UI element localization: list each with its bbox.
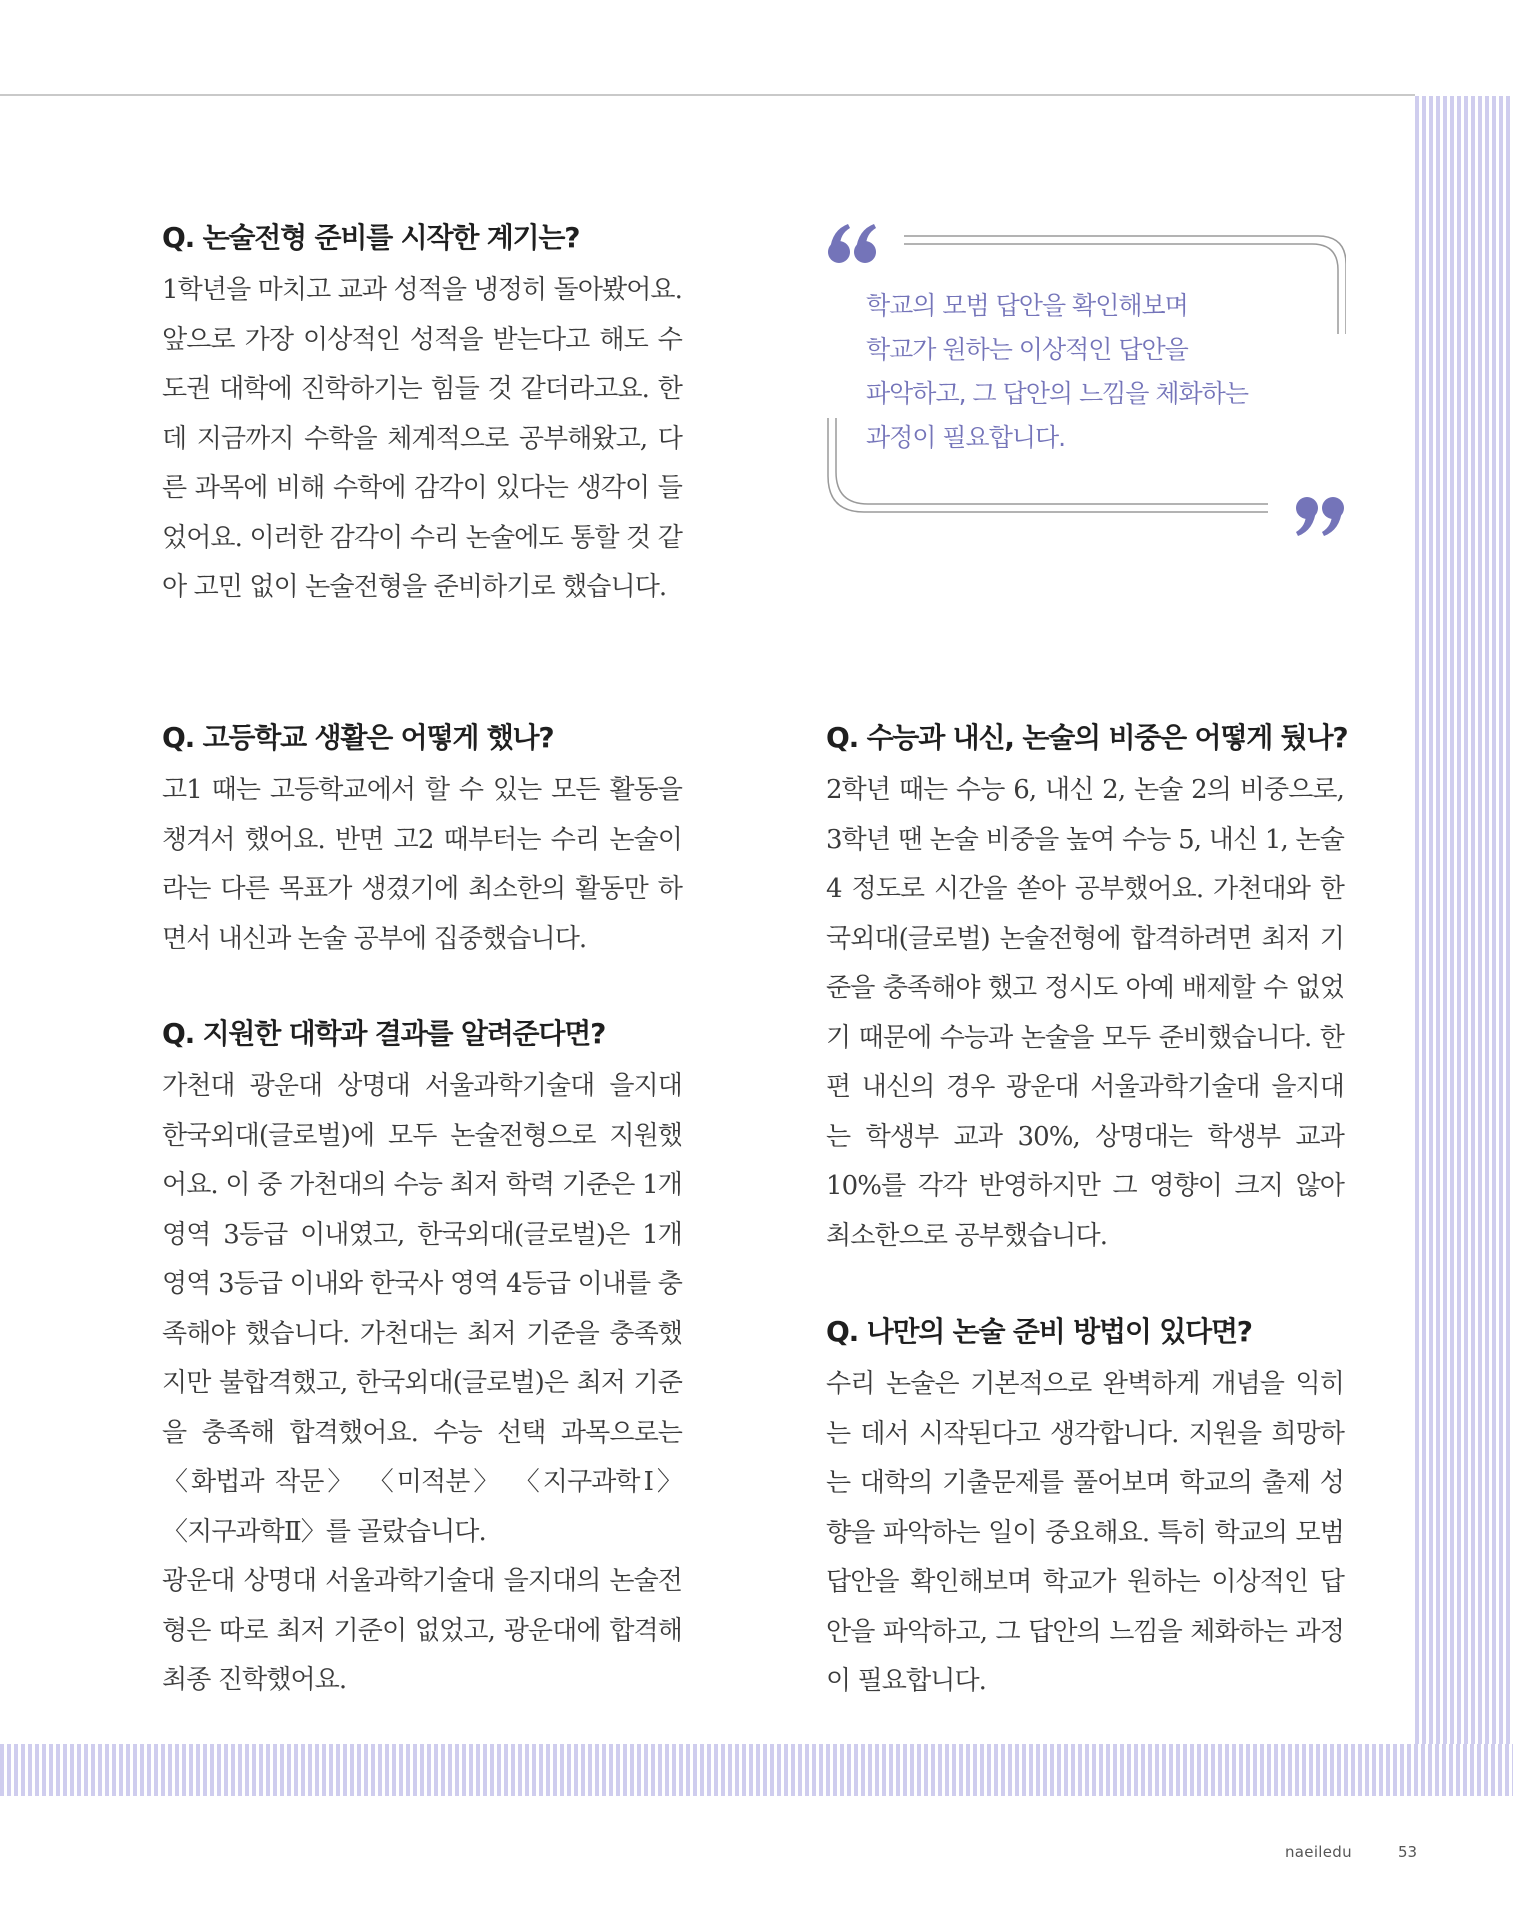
page-number: 53 [1398,1843,1418,1861]
qa-section [162,716,682,964]
pull-quote-text [866,284,1306,460]
answer-text [826,766,1344,1261]
footer-brand: naeiledu [1285,1843,1352,1861]
pull-quote-line: 과정이 필요합니다. [866,423,1066,452]
answer-paragraph: 수리 논술은 기본적으로 완벽하게 개념을 익히는 데서 시작된다고 생각합니다. 지원을 희망하는 대학의 기출문제를 풀어보며 학교의 출제 성향을 파악하는 일이 중요해요. 특히 학교의 모범 답안을 확인해보며 학교가 원하는 이상적인 답안을 파악하고, 그 답안의 느낌을 체화하는 과정이 필요합니다. [826,1369,1344,1696]
qa-section [162,1012,682,1706]
question-heading: Q. 나만의 논술 준비 방법이 있다면? [826,1315,1252,1348]
qa-section [826,716,1348,1261]
decorative-stripes-right [1415,96,1513,1796]
answer-text [162,1062,682,1706]
question-heading: Q. 고등학교 생활은 어떻게 했나? [162,721,554,754]
qa-section [826,1310,1344,1707]
answer-text [162,266,682,613]
pull-quote-line: 파악하고, 그 답안의 느낌을 체화하는 [866,379,1248,408]
qa-section [162,216,682,613]
question-heading: Q. 수능과 내신, 논술의 비중은 어떻게 뒀나? [826,721,1348,754]
question-heading: Q. 논술전형 준비를 시작한 계기는? [162,221,580,254]
decorative-stripes-bottom [0,1744,1513,1796]
answer-paragraph: 고1 때는 고등학교에서 할 수 있는 모든 활동을 챙겨서 했어요. 반면 고2 때부터는 수리 논술이라는 다른 목표가 생겼기에 최소한의 활동만 하면서 내신과 논술 공부에 집중했습니다. [162,775,682,954]
pull-quote-line: 학교가 원하는 이상적인 답안을 [866,335,1188,364]
pull-quote [826,222,1346,532]
answer-paragraph: 1학년을 마치고 교과 성적을 냉정히 돌아봤어요. 앞으로 가장 이상적인 성적을 받는다고 해도 수도권 대학에 진학하기는 힘들 것 같더라고요. 한데 지금까지 수학을 체계적으로 공부해왔고, 다른 과목에 비해 수학에 감각이 있다는 생각이 들었어요. 이러한 감각이 수리 논술에도 통할 것 같아 고민 없이 논술전형을 준비하기로 했습니다. [162,275,682,602]
answer-paragraph: 광운대 상명대 서울과학기술대 을지대의 논술전형은 따로 최저 기준이 없었고, 광운대에 합격해 최종 진학했어요. [162,1566,682,1695]
answer-paragraph: 가천대 광운대 상명대 서울과학기술대 을지대 한국외대(글로벌)에 모두 논술전형으로 지원했어요. 이 중 가천대의 수능 최저 학력 기준은 1개 영역 3등급 이내였고, 한국외대(글로벌)은 1개 영역 3등급 이내와 한국사 영역 4등급 이내를 충족해야 했습니다. 가천대는 최저 기준을 충족했지만 불합격했고, 한국외대(글로벌)은 최저 기준을 충족해 합격했어요. 수능 선택 과목으로는 〈화법과 작문〉 〈미적분〉 〈지구과학Ⅰ〉 〈지구과학Ⅱ〉를 골랐습니다. [162,1071,682,1547]
answer-text [162,766,682,964]
close-quote-icon [1290,494,1346,538]
pull-quote-line: 학교의 모범 답안을 확인해보며 [866,291,1188,320]
open-quote-icon [826,222,882,266]
answer-paragraph: 2학년 때는 수능 6, 내신 2, 논술 2의 비중으로, 3학년 땐 논술 비중을 높여 수능 5, 내신 1, 논술 4 정도로 시간을 쏟아 공부했어요. 가천대와 한국외대(글로벌) 논술전형에 합격하려면 최저 기준을 충족해야 했고 정시도 아예 배제할 수 없었기 때문에 수능과 논술을 모두 준비했습니다. 한편 내신의 경우 광운대 서울과학기술대 을지대는 학생부 교과 30%, 상명대는 학생부 교과 10%를 각각 반영하지만 그 영향이 크지 않아 최소한으로 공부했습니다. [826,775,1344,1251]
answer-text [826,1360,1344,1707]
question-heading: Q. 지원한 대학과 결과를 알려준다면? [162,1017,606,1050]
